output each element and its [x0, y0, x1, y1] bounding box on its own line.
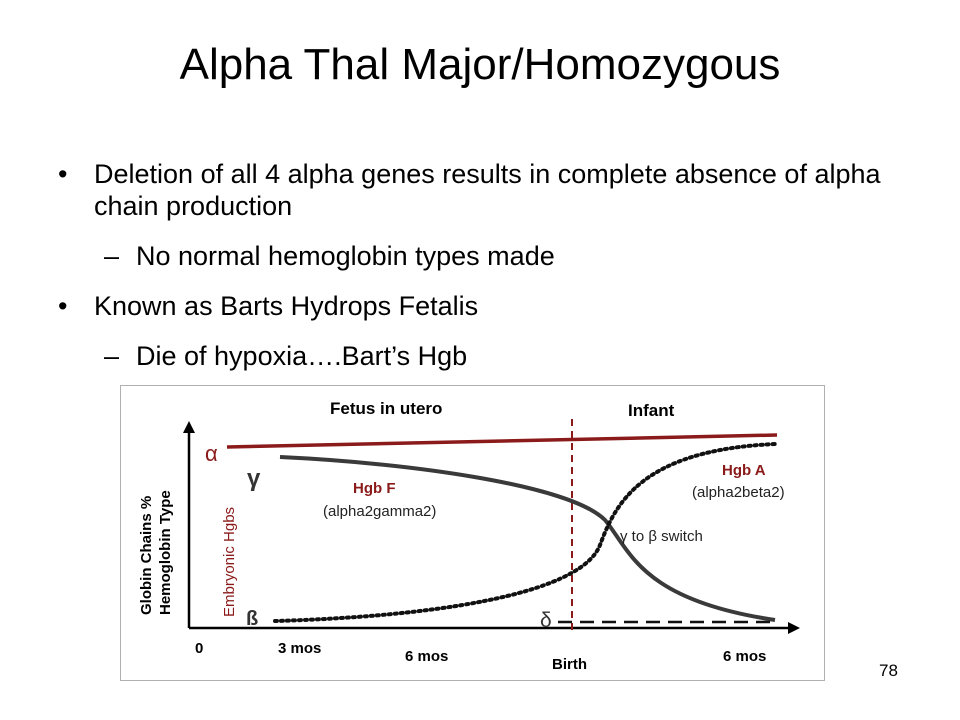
- slide-title: Alpha Thal Major/Homozygous: [179, 40, 781, 89]
- hgb-f-label: Hgb F: [353, 480, 396, 497]
- hgb-a-label: Hgb A: [722, 462, 766, 479]
- y-axis-label-line2: Hemoglobin Type: [157, 490, 174, 615]
- x-tick-6mos-infant: 6 mos: [723, 648, 767, 665]
- bullet-text: Deletion of all 4 alpha genes results in complete absence of alpha chain production: [94, 159, 881, 221]
- infant-period-label: Infant: [628, 401, 675, 420]
- alpha-label: α: [205, 441, 218, 466]
- gamma-label: γ: [247, 465, 261, 492]
- dash-mark: –: [104, 241, 120, 271]
- bullet-text: Known as Barts Hydrops Fetalis: [94, 291, 479, 321]
- sub-bullet-text: No normal hemoglobin types made: [136, 241, 555, 271]
- dash-mark: –: [104, 341, 120, 371]
- bullet-item: [58, 158, 898, 222]
- sub-bullet-item: [58, 340, 898, 372]
- x-tick-birth: Birth: [552, 656, 587, 673]
- bullet-list: [58, 158, 898, 372]
- sub-bullet-text: Die of hypoxia….Bart’s Hgb: [136, 341, 468, 371]
- hgb-a-chains-label: (alpha2beta2): [692, 484, 785, 501]
- beta-label: ß: [246, 608, 259, 630]
- hgb-f-chains-label: (alpha2gamma2): [323, 503, 437, 520]
- page-number: 78: [879, 661, 898, 680]
- x-tick-0: 0: [195, 640, 204, 657]
- delta-label: δ: [540, 609, 552, 632]
- bullet-dot: •: [58, 159, 68, 189]
- y-axis-label-line1: Globin Chains %: [138, 495, 155, 615]
- sub-bullet-item: [58, 240, 898, 272]
- bullet-item: [58, 290, 898, 322]
- x-tick-3mos: 3 mos: [278, 640, 322, 657]
- x-tick-6mos-fetal: 6 mos: [405, 648, 449, 665]
- bullet-dot: •: [58, 291, 68, 321]
- hemoglobin-switch-diagram: [120, 385, 825, 681]
- fetus-period-label: Fetus in utero: [330, 399, 443, 418]
- gamma-beta-switch-label: γ to β switch: [620, 528, 703, 545]
- embryonic-hgbs-label: Embryonic Hgbs: [221, 506, 238, 617]
